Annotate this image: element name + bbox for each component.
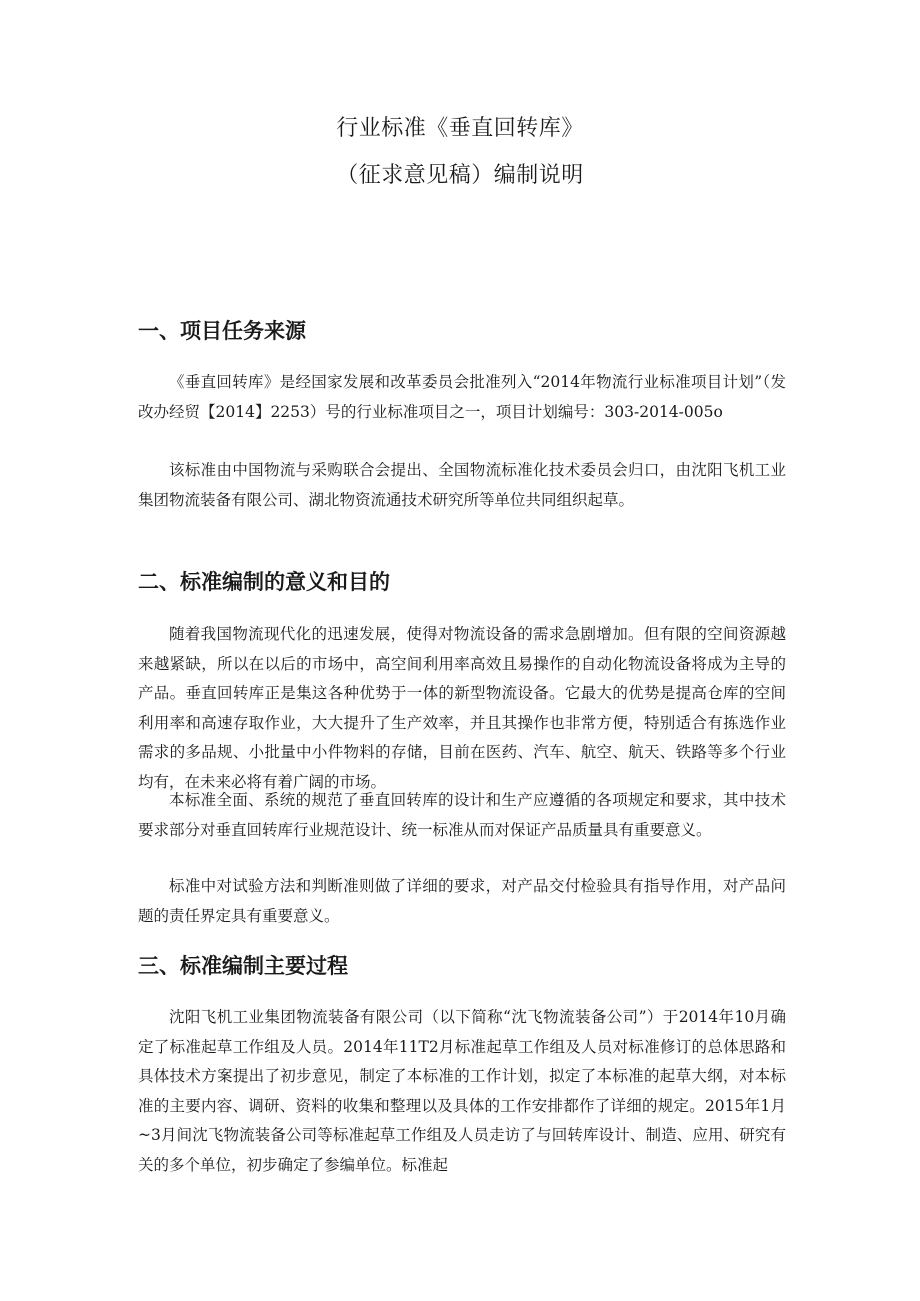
- section-heading-process: 三、标准编制主要过程: [138, 954, 348, 978]
- paragraph: 《垂直回转库》是经国家发展和改革委员会批准列入“2014年物流行业标准项目计划”（发改办经贸【2014】2253）号的行业标准项目之一，项目计划编号：303-2014-005o: [138, 373, 786, 421]
- paragraph: 随着我国物流现代化的迅速发展，使得对物流设备的需求急剧增加。但有限的空间资源越来越紧缺，所以在以后的市场中，高空间利用率高效且易操作的自动化物流设备将成为主导的产品。垂直回转库正是集这各种优势于一体的新型物流设备。它最大的优势是提高仓库的空间利用率和高速存取作业，大大提升了生产效率，并且其操作也非常方便，特别适合有拣选作业需求的多品规、小批量中小件物料的存储，目前在医药、汽车、航空、航天、铁路等多个行业均有，在未来必将有着广阔的市场。: [138, 625, 786, 791]
- document-title: 行业标准《垂直回转库》: [336, 116, 584, 141]
- document-subtitle: （征求意见稿）编制说明: [336, 163, 584, 188]
- paragraph: 标准中对试验方法和判断准则做了详细的要求，对产品交付检验具有指导作用，对产品问题的责任界定具有重要意义。: [138, 877, 786, 925]
- paragraph: 本标准全面、系统的规范了垂直回转库的设计和生产应遵循的各项规定和要求，其中技术要求部分对垂直回转库行业规范设计、统一标准从而对保证产品质量具有重要意义。: [138, 791, 786, 839]
- section-heading-significance: 二、标准编制的意义和目的: [138, 570, 390, 594]
- paragraph: 沈阳飞机工业集团物流装备有限公司（以下简称“沈飞物流装备公司”）于2014年10月确定了标准起草工作组及人员。2014年11T2月标准起草工作组及人员对标准修订的总体思路和具体技术方案提出了初步意见，制定了本标准的工作计划，拟定了本标准的起草大纲，对本标准的主要内容、调研、资料的收集和整理以及具体的工作安排都作了详细的规定。2015年1月~3月间沈飞物流装备公司等标准起草工作组及人员走访了与回转库设计、制造、应用、研究有关的多个单位，初步确定了参编单位。标准起: [138, 1008, 786, 1174]
- paragraph: 该标准由中国物流与采购联合会提出、全国物流标准化技术委员会归口，由沈阳飞机工业集团物流装备有限公司、湖北物资流通技术研究所等单位共同组织起草。: [138, 461, 786, 509]
- section-heading-task-source: 一、项目任务来源: [138, 319, 306, 343]
